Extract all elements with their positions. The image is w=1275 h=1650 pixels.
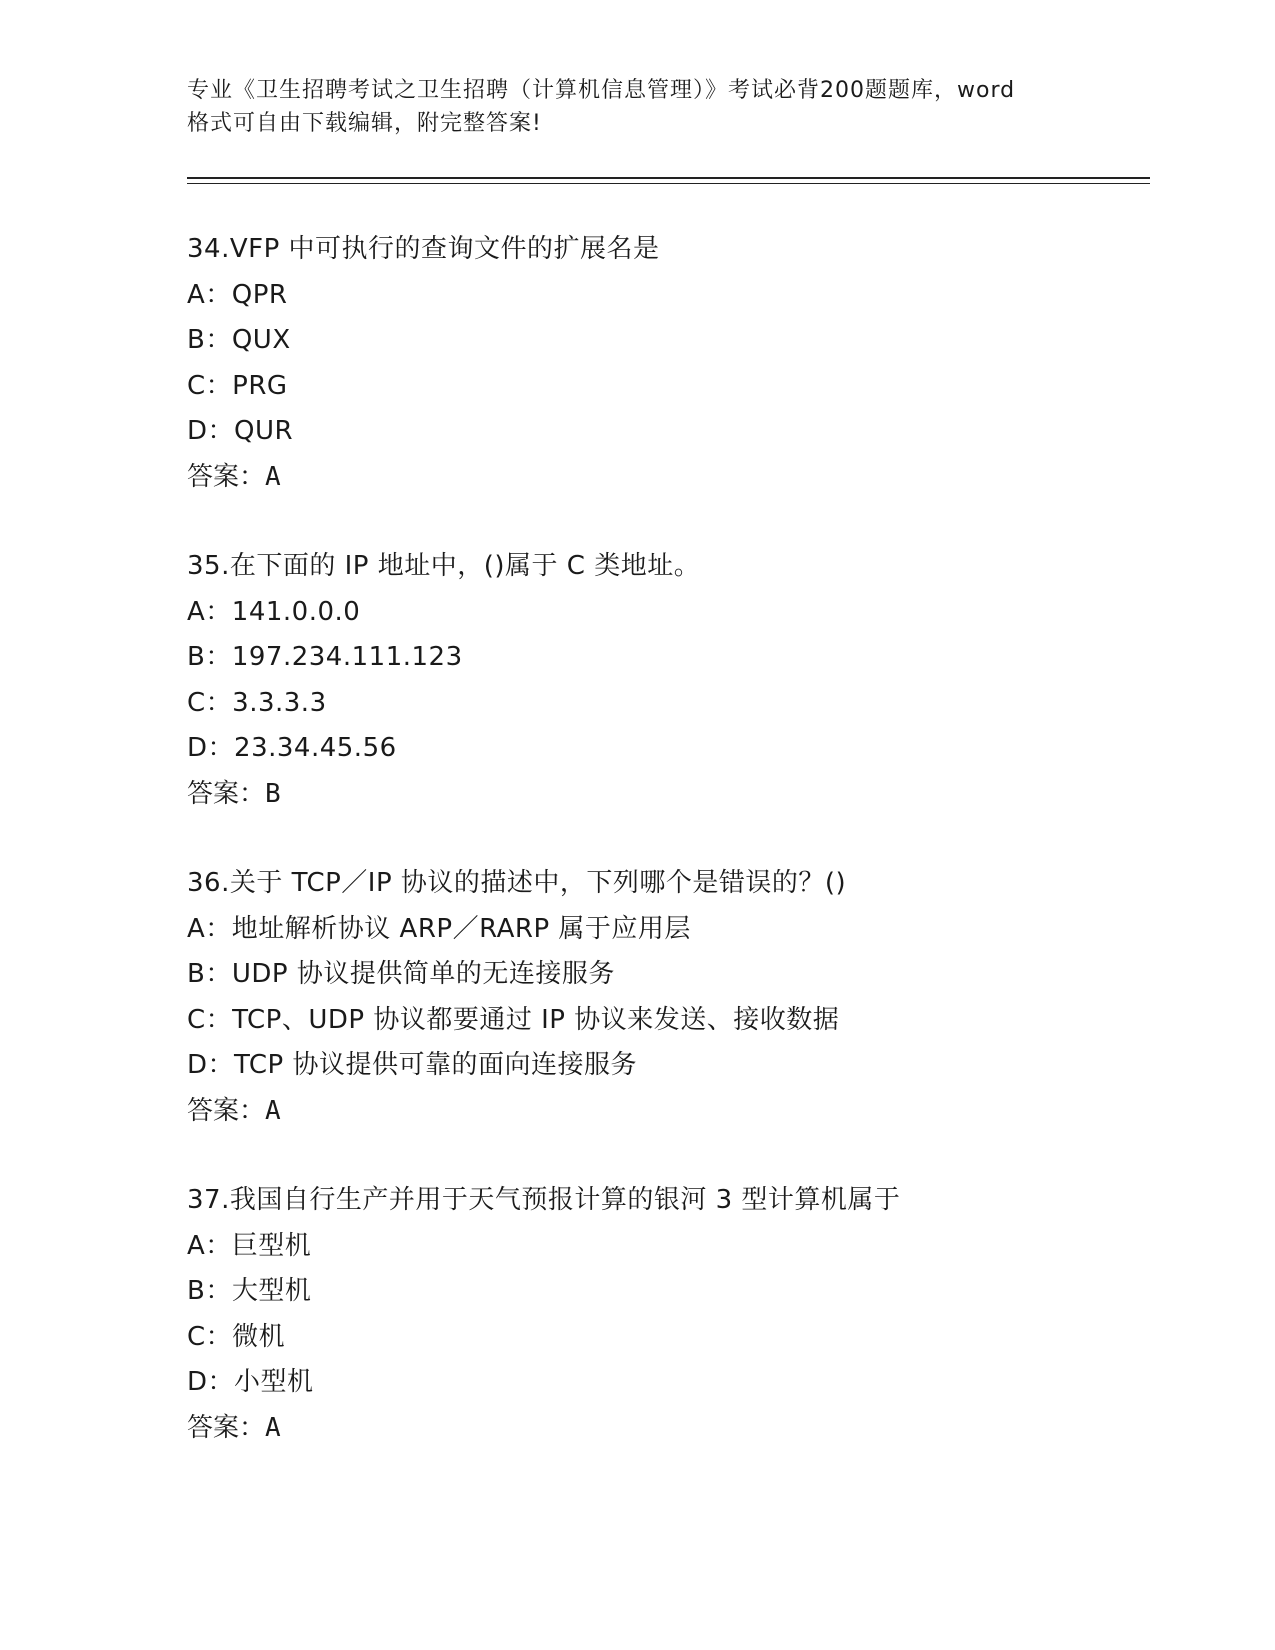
option-d: D：QUR bbox=[187, 416, 294, 446]
option-a: A：巨型机 bbox=[187, 1230, 312, 1261]
header-line-2: 格式可自由下载编辑，附完整答案! bbox=[187, 111, 542, 136]
header-divider-thin bbox=[187, 183, 1150, 184]
question-stem: 36.关于 TCP／IP 协议的描述中，下列哪个是错误的？() bbox=[187, 868, 847, 898]
question-37 bbox=[187, 1178, 1147, 1451]
option-c: C：PRG bbox=[187, 370, 288, 401]
option-b: B：大型机 bbox=[187, 1276, 312, 1306]
answer bbox=[187, 1089, 1147, 1135]
option-c: C：微机 bbox=[187, 1321, 286, 1352]
answer bbox=[187, 1406, 1147, 1452]
option-b: B：197.234.111.123 bbox=[187, 642, 463, 672]
option-b: B：UDP 协议提供简单的无连接服务 bbox=[187, 959, 615, 989]
option-c: C：TCP、UDP 协议都要通过 IP 协议来发送、接收数据 bbox=[187, 1004, 840, 1035]
question-36 bbox=[187, 861, 1147, 1134]
answer-label: 答案： bbox=[187, 1095, 266, 1126]
header-divider-thick bbox=[187, 177, 1150, 179]
option-b: B：QUX bbox=[187, 325, 291, 355]
answer-label: 答案： bbox=[187, 1412, 266, 1443]
option-a: A：地址解析协议 ARP／RARP 属于应用层 bbox=[187, 913, 691, 944]
option-a: A：QPR bbox=[187, 279, 288, 310]
question-34 bbox=[187, 227, 1147, 500]
answer-value: B bbox=[265, 778, 281, 809]
question-stem: 37.我国自行生产并用于天气预报计算的银河 3 型计算机属于 bbox=[187, 1185, 901, 1215]
answer-value: A bbox=[265, 1095, 281, 1126]
answer-label: 答案： bbox=[187, 778, 266, 809]
answer-value: A bbox=[265, 1412, 281, 1443]
option-d: D：23.34.45.56 bbox=[187, 733, 397, 763]
answer-label: 答案： bbox=[187, 461, 266, 492]
header-line-1: 专业《卫生招聘考试之卫生招聘（计算机信息管理）》考试必背200题题库，word bbox=[187, 78, 1016, 103]
answer bbox=[187, 455, 1147, 501]
question-stem: 34.VFP 中可执行的查询文件的扩展名是 bbox=[187, 234, 660, 264]
option-d: D：TCP 协议提供可靠的面向连接服务 bbox=[187, 1050, 637, 1080]
option-c: C：3.3.3.3 bbox=[187, 687, 327, 718]
question-stem: 35.在下面的 IP 地址中，()属于 C 类地址。 bbox=[187, 551, 701, 581]
document-header bbox=[187, 74, 1087, 140]
option-d: D：小型机 bbox=[187, 1367, 314, 1397]
option-a: A：141.0.0.0 bbox=[187, 596, 361, 627]
answer bbox=[187, 772, 1147, 818]
answer-value: A bbox=[265, 461, 281, 492]
question-35 bbox=[187, 544, 1147, 817]
